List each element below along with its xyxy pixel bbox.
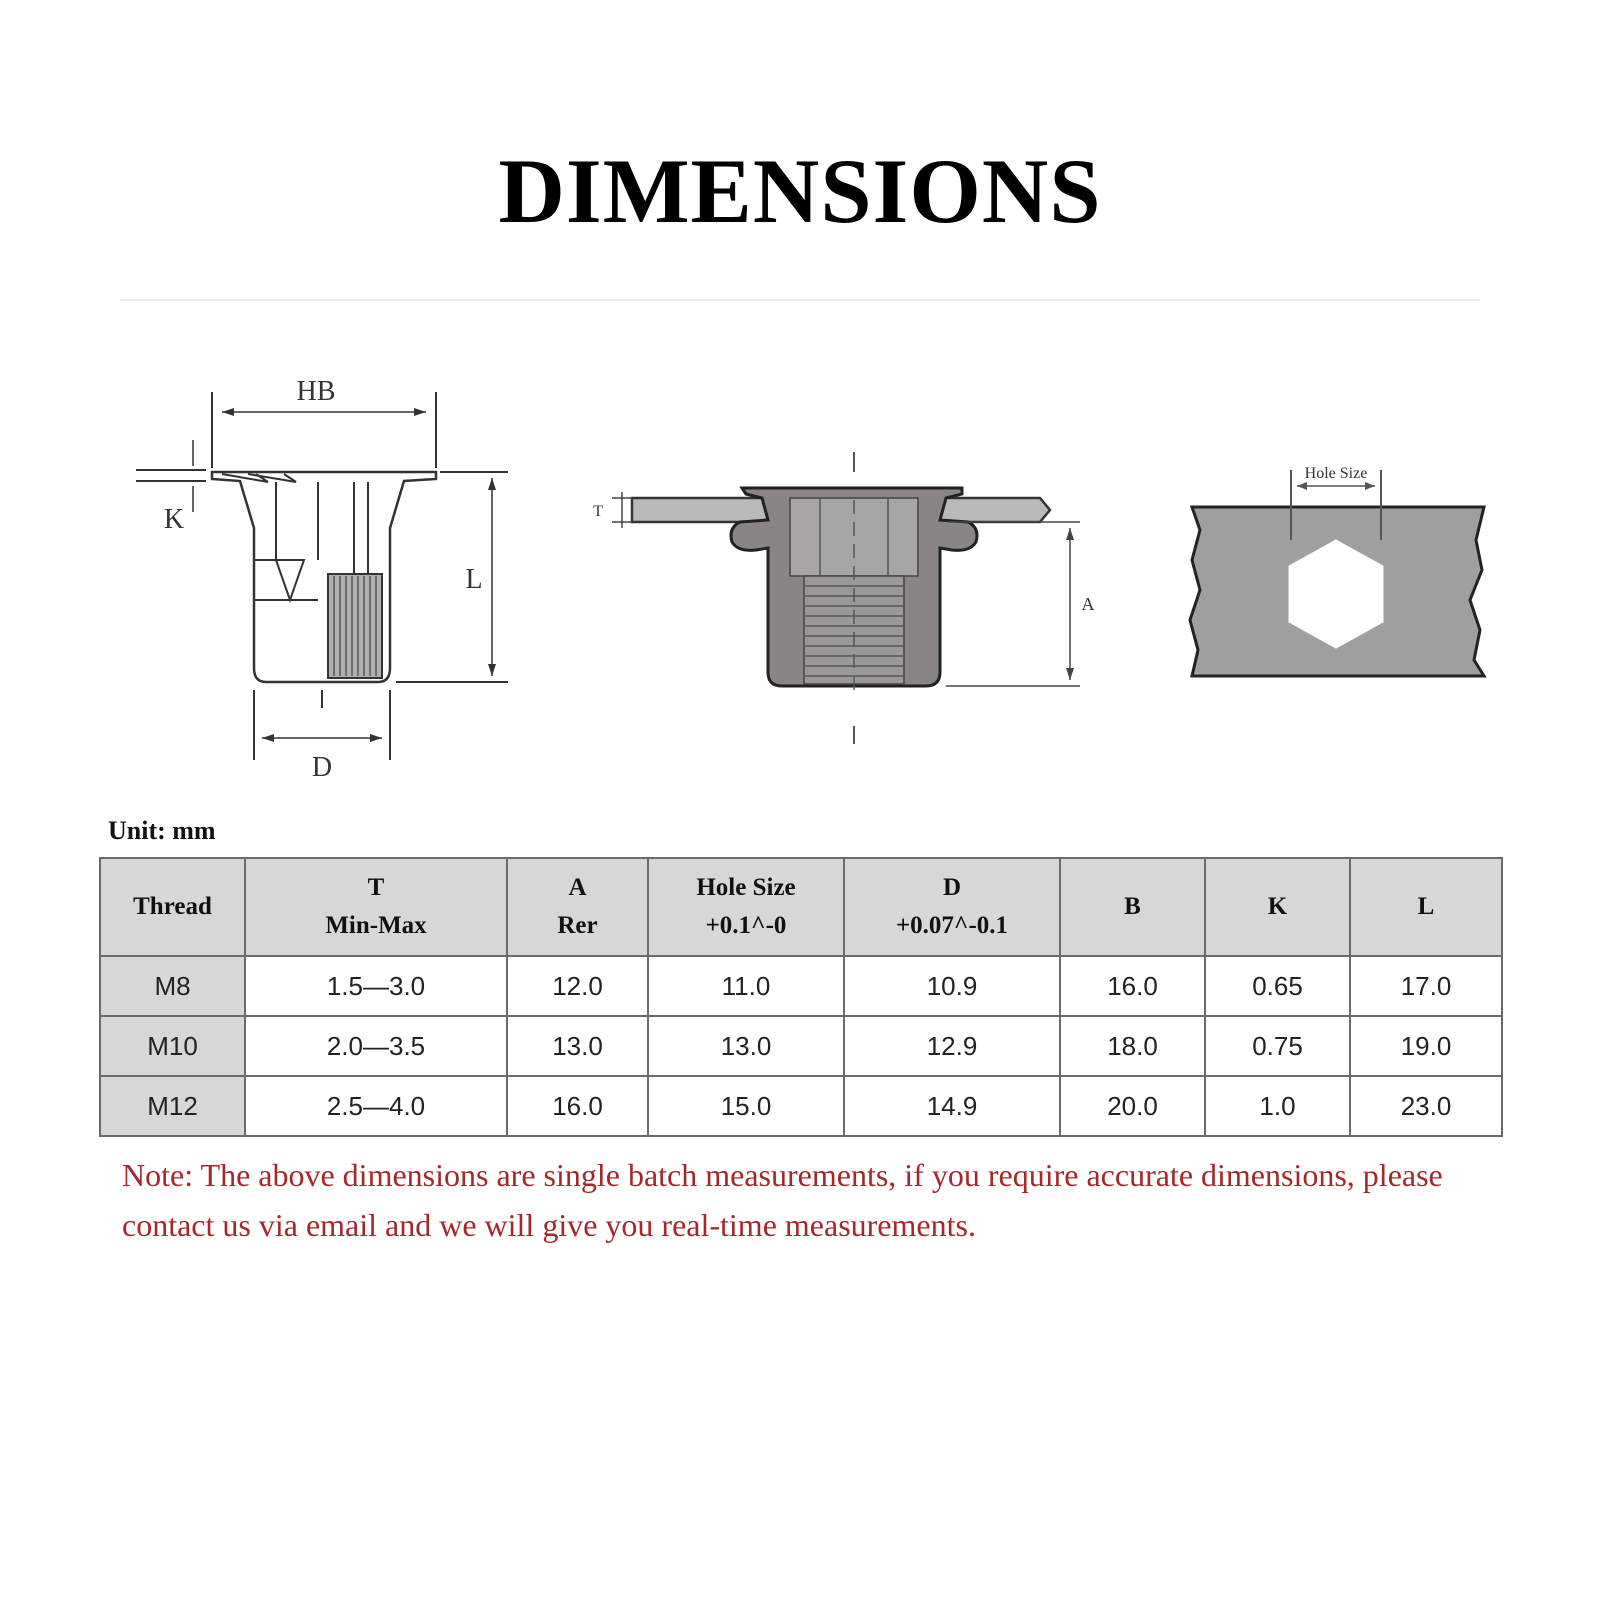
table-cell: 2.5—4.0 bbox=[245, 1076, 507, 1136]
table-cell: 1.0 bbox=[1205, 1076, 1350, 1136]
header-thread: Thread bbox=[100, 858, 245, 956]
installed-nut-drawing bbox=[612, 452, 1080, 744]
table-cell: 16.0 bbox=[1060, 956, 1205, 1016]
rivet-nut-section-drawing bbox=[136, 392, 508, 760]
table-header-row bbox=[100, 858, 1502, 956]
table-cell: 13.0 bbox=[648, 1016, 844, 1076]
page-title: DIMENSIONS bbox=[498, 140, 1102, 242]
thread-cell: M10 bbox=[100, 1016, 245, 1076]
table-cell: 18.0 bbox=[1060, 1016, 1205, 1076]
label-d: D bbox=[311, 752, 333, 783]
label-a: A bbox=[1081, 594, 1095, 614]
measurement-note: Note: The above dimensions are single batch measurements, if you require accurate dimensions, please contact us via email and we will give you real-time measurements. bbox=[122, 1157, 1443, 1243]
table-row bbox=[100, 956, 1502, 1016]
table-cell: 12.0 bbox=[507, 956, 648, 1016]
table-cell: 0.75 bbox=[1205, 1016, 1350, 1076]
header-l: L bbox=[1350, 858, 1502, 956]
unit-label: Unit: mm bbox=[108, 816, 216, 845]
table-cell: 15.0 bbox=[648, 1076, 844, 1136]
thread-cell: M12 bbox=[100, 1076, 245, 1136]
label-l: L bbox=[465, 564, 483, 595]
table-row bbox=[100, 1076, 1502, 1136]
header-a: A Rer bbox=[507, 858, 648, 956]
thread-cell: M8 bbox=[100, 956, 245, 1016]
table-cell: 17.0 bbox=[1350, 956, 1502, 1016]
label-k: K bbox=[163, 504, 185, 535]
table-cell: 13.0 bbox=[507, 1016, 648, 1076]
table-row bbox=[100, 1016, 1502, 1076]
header-t: T Min-Max bbox=[245, 858, 507, 956]
table-cell: 23.0 bbox=[1350, 1076, 1502, 1136]
label-hb: HB bbox=[296, 376, 336, 407]
table-cell: 12.9 bbox=[844, 1016, 1060, 1076]
header-k: K bbox=[1205, 858, 1350, 956]
table-cell: 1.5—3.0 bbox=[245, 956, 507, 1016]
table-cell: 10.9 bbox=[844, 956, 1060, 1016]
table-cell: 19.0 bbox=[1350, 1016, 1502, 1076]
header-b: B bbox=[1060, 858, 1205, 956]
hole-size-drawing bbox=[1190, 470, 1484, 676]
header-d: D +0.07^-0.1 bbox=[844, 858, 1060, 956]
table-cell: 14.9 bbox=[844, 1076, 1060, 1136]
table-cell: 20.0 bbox=[1060, 1076, 1205, 1136]
table-cell: 16.0 bbox=[507, 1076, 648, 1136]
dimensions-table bbox=[99, 857, 1503, 1137]
table-cell: 11.0 bbox=[648, 956, 844, 1016]
table-cell: 0.65 bbox=[1205, 956, 1350, 1016]
label-t: T bbox=[593, 503, 603, 520]
table-cell: 2.0—3.5 bbox=[245, 1016, 507, 1076]
header-hole-size: Hole Size +0.1^-0 bbox=[648, 858, 844, 956]
label-hole-size: Hole Size bbox=[1304, 465, 1368, 482]
